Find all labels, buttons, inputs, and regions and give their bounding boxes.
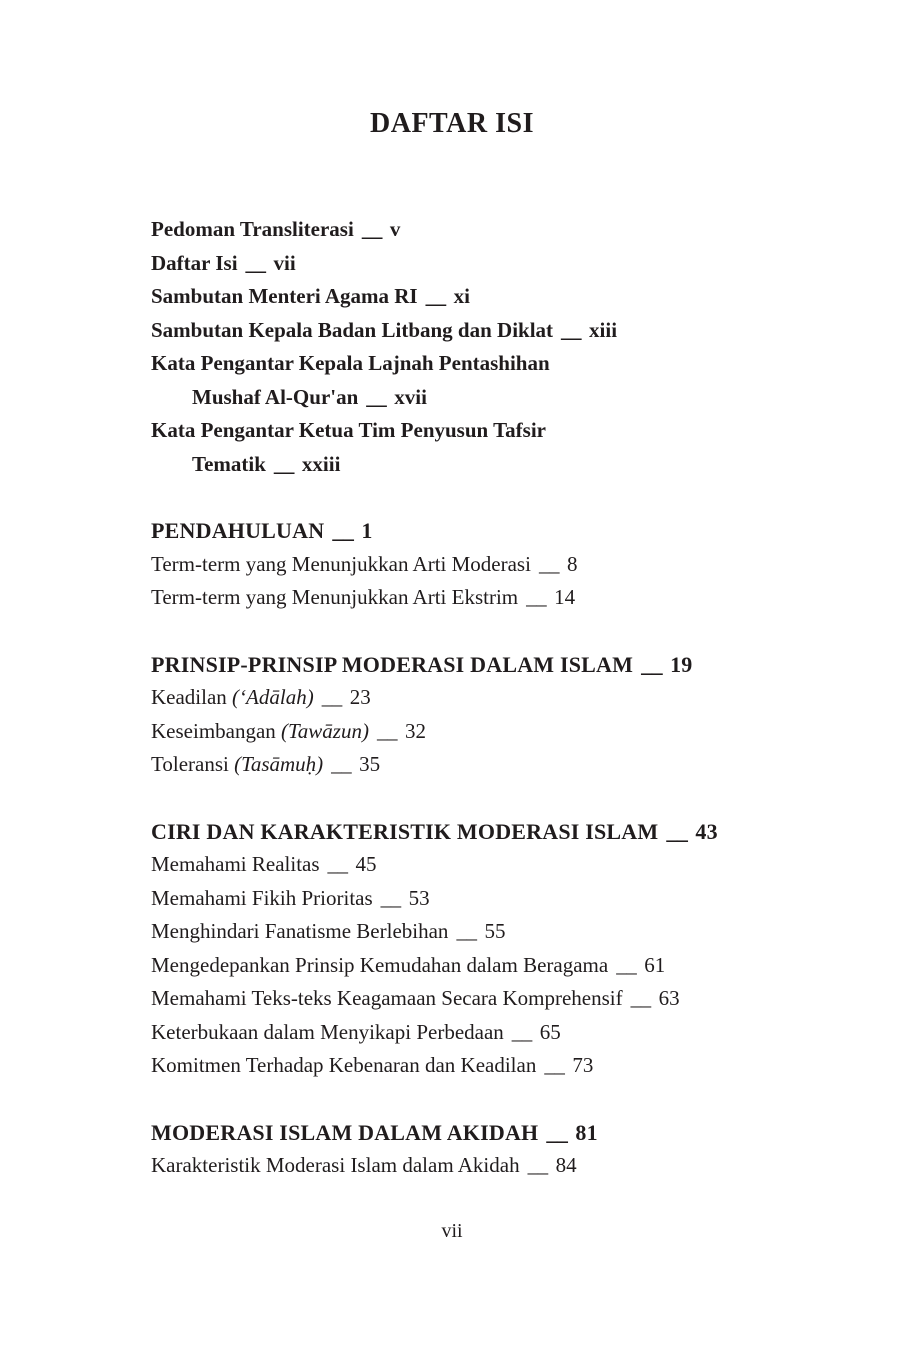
toc-entry xyxy=(151,748,776,782)
page-separator: __ xyxy=(376,718,397,743)
page-separator: __ xyxy=(321,685,342,709)
entry-label: Memahami Fikih Prioritas xyxy=(151,885,373,910)
toc-entry xyxy=(151,915,776,949)
page-separator: __ xyxy=(332,518,354,543)
toc-sections xyxy=(151,213,776,1183)
toc-entry xyxy=(151,213,776,247)
page-separator: __ xyxy=(327,852,348,876)
page-separator: __ xyxy=(511,1019,532,1044)
toc-entry xyxy=(151,715,776,749)
entry-page-number: 55 xyxy=(484,919,506,943)
page-separator: __ xyxy=(641,651,663,677)
entry-label: Kata Pengantar Kepala Lajnah Pentashihan xyxy=(151,351,550,375)
entry-label-transliteration: (Tasāmuḥ) xyxy=(234,752,324,776)
page-separator: __ xyxy=(456,919,477,943)
entry-page-number: 1 xyxy=(361,518,373,543)
entry-page-number: 35 xyxy=(359,752,381,776)
entry-label-transliteration: (ʻAdālah) xyxy=(232,685,314,709)
entry-label: Sambutan Kepala Badan Litbang dan Diklat xyxy=(151,317,554,342)
entry-label: Mushaf Al-Qur'an xyxy=(192,384,359,409)
page-separator: __ xyxy=(666,818,688,844)
page-separator: __ xyxy=(331,752,352,776)
toc-entry xyxy=(151,1016,776,1050)
entry-label: CIRI DAN KARAKTERISTIK MODERASI ISLAM xyxy=(151,818,659,844)
entry-page-number: 23 xyxy=(349,685,371,709)
entry-page-number: vii xyxy=(273,250,296,275)
entry-label: Mengedepankan Prinsip Kemudahan dalam Beragama xyxy=(151,952,609,977)
toc-entry xyxy=(151,581,776,615)
page-separator: __ xyxy=(380,885,401,910)
entry-label: PRINSIP-PRINSIP MODERASI DALAM ISLAM xyxy=(151,651,634,677)
footer-page-number: vii xyxy=(441,1220,463,1242)
entry-label: Kata Pengantar Ketua Tim Penyusun Tafsir xyxy=(151,418,546,442)
entry-page-number: xi xyxy=(453,284,470,308)
page-separator: __ xyxy=(245,250,266,275)
entry-page-number: 53 xyxy=(408,885,430,910)
entry-label: Menghindari Fanatisme Berlebihan xyxy=(151,919,449,943)
toc-section-front-matter xyxy=(151,213,776,481)
entry-label: Memahami Realitas xyxy=(151,852,320,876)
toc-entry xyxy=(151,848,776,882)
toc-section-ciri-dan-karakteristik-moderasi-islam xyxy=(151,815,776,1083)
toc-entry xyxy=(151,949,776,983)
toc-entry xyxy=(151,247,776,281)
entry-page-number: 43 xyxy=(695,818,718,844)
toc-section-heading xyxy=(151,514,776,548)
entry-label: Term-term yang Menunjukkan Arti Moderasi xyxy=(151,551,531,576)
entry-page-number: 14 xyxy=(554,585,576,609)
toc-section-heading xyxy=(151,815,776,849)
entry-page-number: 63 xyxy=(658,986,680,1010)
entry-page-number: xvii xyxy=(394,384,427,409)
toc-entry-continuation xyxy=(151,448,776,482)
page-separator: __ xyxy=(527,1153,548,1177)
entry-label: Komitmen Terhadap Kebenaran dan Keadilan xyxy=(151,1053,537,1077)
entry-page-number: v xyxy=(389,217,401,241)
entry-label-transliteration: (Tawāzun) xyxy=(281,718,369,743)
toc-entry xyxy=(151,314,776,348)
entry-page-number: 45 xyxy=(355,852,377,876)
entry-label: Toleransi xyxy=(151,752,235,776)
page-title: DAFTAR ISI xyxy=(370,108,534,139)
entry-page-number: xxiii xyxy=(301,451,341,476)
page-separator: __ xyxy=(630,986,651,1010)
entry-label: Keadilan xyxy=(151,685,233,709)
entry-label: Pedoman Transliterasi xyxy=(151,217,354,241)
page-separator: __ xyxy=(561,317,582,342)
entry-page-number: 8 xyxy=(566,551,578,576)
toc-section-heading xyxy=(151,1116,776,1150)
entry-page-number: 61 xyxy=(644,952,666,977)
entry-label: Daftar Isi xyxy=(151,250,238,275)
entry-label: PENDAHULUAN xyxy=(151,518,325,543)
toc-entry xyxy=(151,1149,776,1183)
entry-page-number: 81 xyxy=(575,1119,598,1145)
page-separator: __ xyxy=(546,1119,568,1145)
entry-label: Memahami Teks-teks Keagamaan Secara Komprehensif xyxy=(151,986,623,1010)
toc-section-heading xyxy=(151,648,776,682)
page-separator: __ xyxy=(366,384,387,409)
toc-entry xyxy=(151,882,776,916)
toc-section-pendahuluan xyxy=(151,514,776,615)
page-separator: __ xyxy=(425,284,446,308)
toc-section-prinsip-prinsip-moderasi-dalam-islam xyxy=(151,648,776,782)
toc-entry xyxy=(151,681,776,715)
toc-entry-continuation xyxy=(151,381,776,415)
toc-entry xyxy=(151,347,776,381)
toc-section-moderasi-islam-dalam-akidah xyxy=(151,1116,776,1183)
toc-entry xyxy=(151,414,776,448)
toc-entry xyxy=(151,1049,776,1083)
entry-page-number: 84 xyxy=(555,1153,577,1177)
entry-label: Term-term yang Menunjukkan Arti Ekstrim xyxy=(151,585,519,609)
entry-page-number: xiii xyxy=(589,317,618,342)
page-separator: __ xyxy=(544,1053,565,1077)
entry-label: Karakteristik Moderasi Islam dalam Akidah xyxy=(151,1153,520,1177)
page-separator: __ xyxy=(273,451,294,476)
entry-page-number: 19 xyxy=(670,651,693,677)
page-separator: __ xyxy=(616,952,637,977)
entry-label: MODERASI ISLAM DALAM AKIDAH xyxy=(151,1119,539,1145)
entry-page-number: 32 xyxy=(404,718,426,743)
toc-entry xyxy=(151,280,776,314)
entry-page-number: 73 xyxy=(572,1053,594,1077)
page-separator: __ xyxy=(526,585,547,609)
page-separator: __ xyxy=(361,217,382,241)
page-separator: __ xyxy=(538,551,559,576)
entry-page-number: 65 xyxy=(539,1019,561,1044)
entry-label: Sambutan Menteri Agama RI xyxy=(151,284,418,308)
entry-label: Keterbukaan dalam Menyikapi Perbedaan xyxy=(151,1019,504,1044)
entry-label: Keseimbangan xyxy=(151,718,282,743)
toc-entry xyxy=(151,982,776,1016)
entry-label: Tematik xyxy=(192,451,266,476)
toc-entry xyxy=(151,548,776,582)
